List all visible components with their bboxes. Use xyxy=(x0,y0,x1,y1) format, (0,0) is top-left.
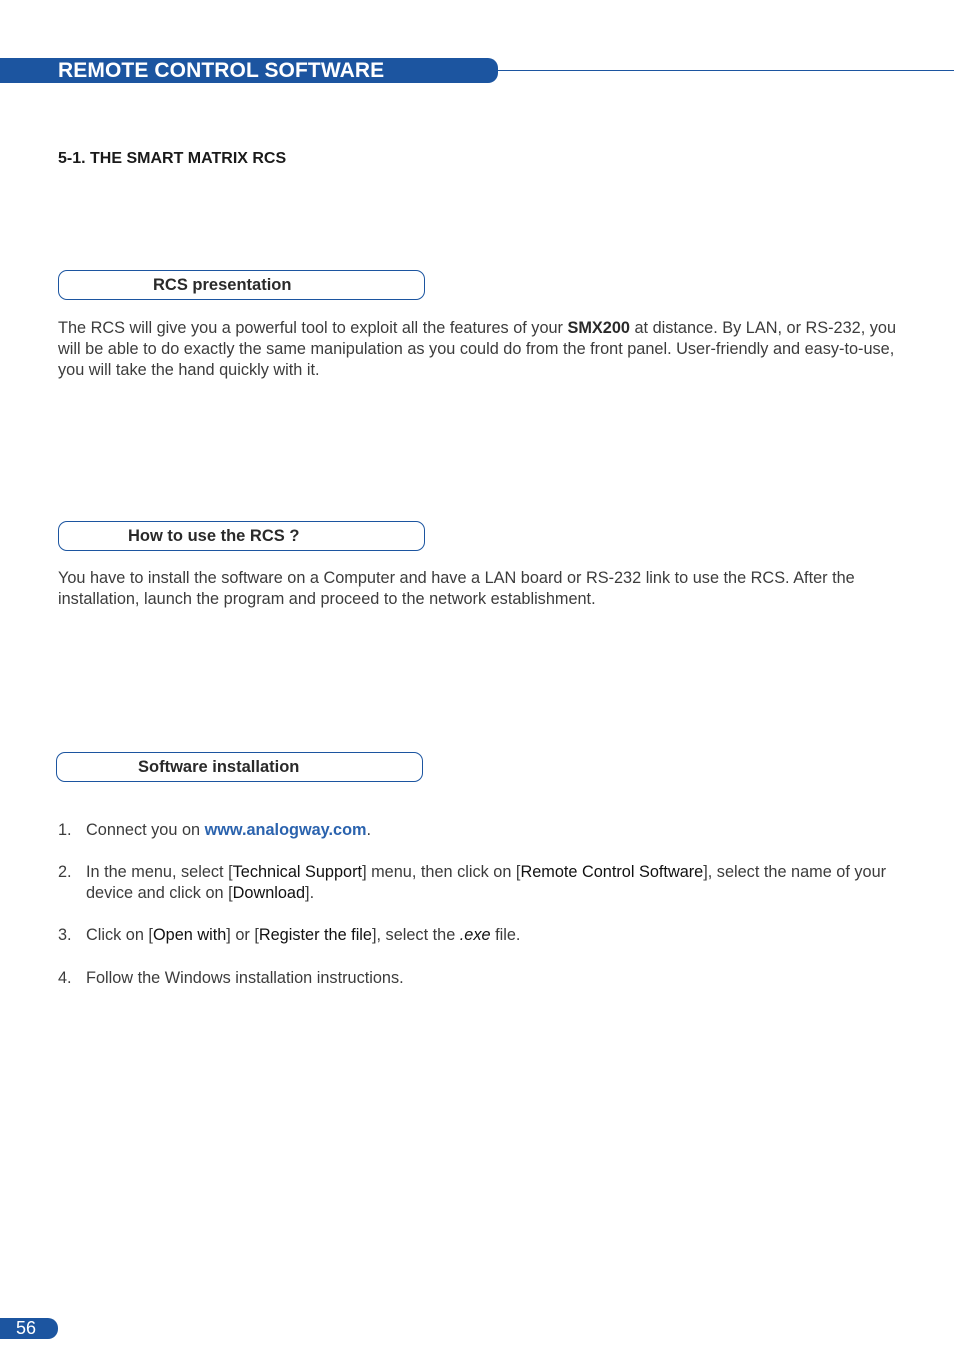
menu-term: Open with xyxy=(152,926,227,944)
step-text: ]. xyxy=(305,884,315,902)
presentation-text-start: The RCS will give you a powerful tool to exploit all the features of your xyxy=(58,319,568,337)
analogway-link[interactable]: www.analogway.com xyxy=(204,821,367,839)
subsection-box-how-to-use xyxy=(58,521,425,551)
list-text: Follow the Windows installation instructions. xyxy=(86,969,404,987)
list-number: 2. xyxy=(58,863,72,881)
list-text xyxy=(86,862,900,904)
menu-term: Technical Support xyxy=(232,863,363,881)
list-number: 3. xyxy=(58,926,72,944)
step-text: file. xyxy=(490,926,521,944)
step-text: ] menu, then click on [ xyxy=(362,863,521,881)
step-text: ], select the name of your device and click on [ xyxy=(86,863,887,902)
list-number: 1. xyxy=(58,821,72,839)
step-text: Connect you on xyxy=(86,821,205,839)
product-name: SMX200 xyxy=(567,319,630,337)
step-text: In the menu, select [ xyxy=(86,863,233,881)
step-text: ] or [ xyxy=(226,926,259,944)
page-number: 56 xyxy=(0,1318,58,1339)
list-text xyxy=(86,925,900,946)
presentation-paragraph xyxy=(58,318,900,381)
file-extension: .exe xyxy=(459,926,491,944)
subsection-title-installation: Software installation xyxy=(138,758,300,776)
subsection-title-presentation: RCS presentation xyxy=(153,276,292,294)
list-text xyxy=(86,820,900,841)
step-text: . xyxy=(366,821,372,839)
menu-term: Remote Control Software xyxy=(520,863,704,881)
subsection-box-installation xyxy=(56,752,423,782)
menu-term: Download xyxy=(232,884,306,902)
page-title: REMOTE CONTROL SOFTWARE xyxy=(58,59,385,82)
presentation-text-end: at distance. By LAN, or RS-232, you will be able to do exactly the same manipulation as you could do from the front panel. User-friendly and easy-to-use, you will take the hand quickly with it. xyxy=(58,319,897,379)
step-text: ], select the xyxy=(371,926,460,944)
section-heading: 5-1. THE SMART MATRIX RCS xyxy=(58,150,287,167)
subsection-title-how-to-use: How to use the RCS ? xyxy=(128,527,300,545)
list-number: 4. xyxy=(58,969,72,987)
how-to-use-paragraph: You have to install the software on a Computer and have a LAN board or RS-232 link to use the RCS. After the installation, launch the program and proceed to the network establishment. xyxy=(58,569,855,608)
header-bar xyxy=(0,58,498,83)
step-text: Click on [ xyxy=(86,926,153,944)
subsection-box-presentation xyxy=(58,270,425,300)
menu-term: Register the file xyxy=(258,926,372,944)
header-rule xyxy=(498,70,954,71)
